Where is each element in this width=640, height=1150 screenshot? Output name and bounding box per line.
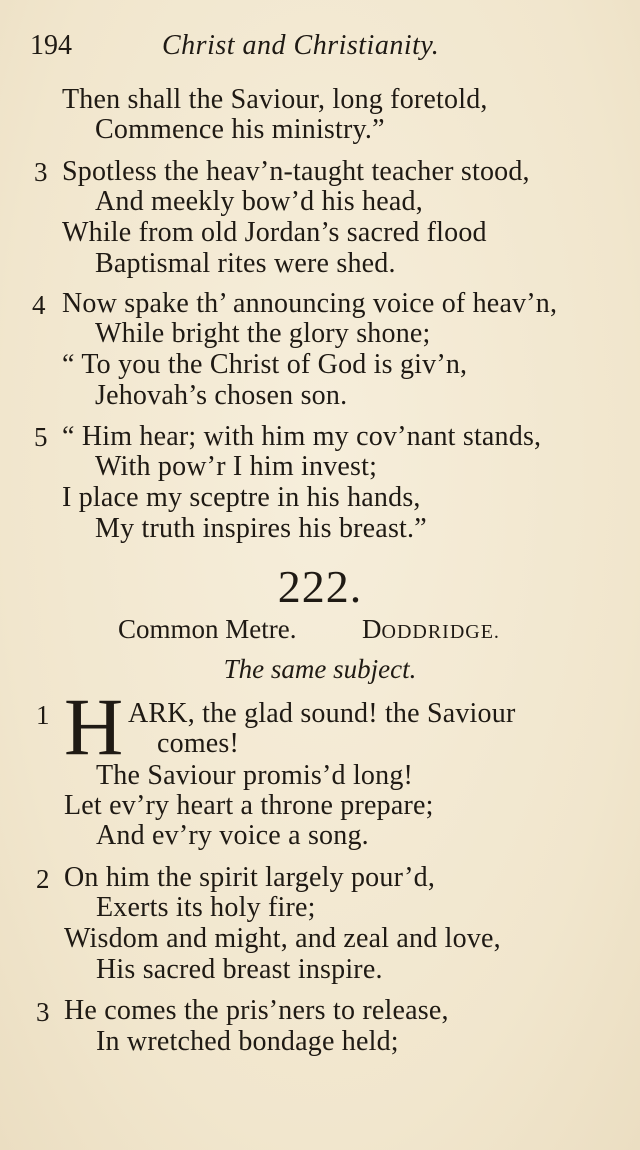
stanza-number: 5 — [34, 422, 48, 452]
verse-line: Spotless the heav’n-taught teacher stood, — [62, 156, 530, 187]
verse-line: comes! — [157, 728, 240, 759]
verse-line: And meekly bow’d his head, — [95, 186, 423, 217]
verse-line: Exerts its holy fire; — [96, 892, 316, 923]
hymn-meter: Common Metre. — [118, 614, 297, 644]
verse-line: Now spake th’ announcing voice of heav’n, — [62, 288, 558, 319]
verse-line: “ To you the Christ of God is giv’n, — [62, 349, 468, 380]
verse-line: In wretched bondage held; — [96, 1026, 399, 1057]
stanza-number: 2 — [36, 864, 50, 894]
verse-line: ARK, the glad sound! the Saviour — [128, 698, 516, 729]
author-initial: D — [362, 614, 382, 644]
stanza-number: 4 — [32, 290, 46, 320]
verse-line: Then shall the Saviour, long foretold, — [62, 84, 488, 115]
verse-line: Let ev’ry heart a throne prepare; — [64, 790, 434, 821]
verse-line: While bright the glory shone; — [95, 318, 431, 349]
author-rest: ODDRIDGE. — [381, 621, 500, 643]
page-number: 194 — [30, 30, 72, 61]
verse-line: I place my sceptre in his hands, — [62, 482, 421, 513]
stanza-number: 1 — [36, 700, 50, 730]
hymn-subject: The same subject. — [223, 654, 417, 684]
verse-line: On him the spirit largely pour’d, — [64, 862, 436, 893]
verse-line: The Saviour promis’d long! — [96, 760, 414, 791]
verse-line: Commence his ministry.” — [95, 114, 385, 145]
verse-line: And ev’ry voice a song. — [96, 820, 369, 851]
stanza-number: 3 — [36, 997, 50, 1027]
running-head: Christ and Christianity. — [162, 30, 440, 61]
verse-line: “ Him hear; with him my cov’nant stands, — [62, 421, 542, 452]
verse-line: His sacred breast inspire. — [96, 954, 383, 985]
verse-line: My truth inspires his breast.” — [95, 513, 427, 544]
drop-cap: H — [64, 681, 124, 772]
stanza-number: 3 — [34, 157, 48, 187]
verse-line: Wisdom and might, and zeal and love, — [64, 923, 501, 954]
hymn-author — [362, 614, 500, 645]
verse-line: He comes the pris’ners to release, — [64, 995, 449, 1026]
verse-line: Baptismal rites were shed. — [95, 248, 396, 279]
verse-line: While from old Jordan’s sacred flood — [62, 217, 487, 248]
verse-line: Jehovah’s chosen son. — [95, 380, 348, 411]
verse-line: With pow’r I him invest; — [95, 451, 378, 482]
hymn-number: 222. — [277, 561, 363, 612]
